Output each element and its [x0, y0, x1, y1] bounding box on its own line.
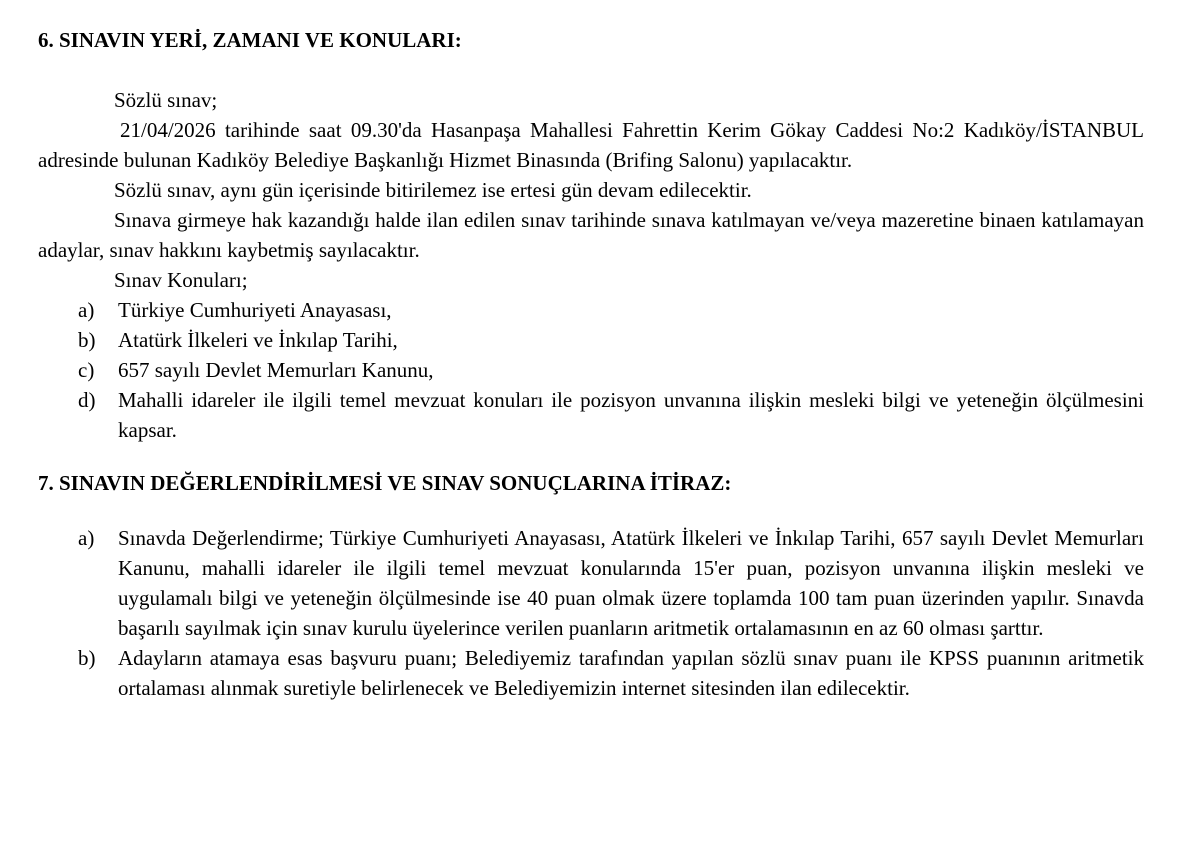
list-item-text: Adayların atamaya esas başvuru puanı; Belediyemiz tarafından yapılan sözlü sınav puanı ile KPSS puanının aritmetik ortalaması alınmak suretiyle belirlenecek ve Belediyemizin internet sitesinden ilan edilecektir. [118, 646, 1144, 700]
list-marker: a) [78, 526, 95, 550]
list-item [38, 523, 1144, 643]
list-marker: b) [78, 328, 96, 352]
exam-absence-paragraph: Sınava girmeye hak kazandığı halde ilan edilen sınav tarihinde sınava katılmayan ve/veya mazeretine binaen katılamayan adaylar, sınav hakkını kaybetmiş sayılacaktır. [38, 208, 1144, 262]
list-item-text: Sınavda Değerlendirme; Türkiye Cumhuriyeti Anayasası, Atatürk İlkeleri ve İnkılap Tarihi, 657 sayılı Devlet Memurları Kanunu, mahalli idareler ile ilgili temel mevzuat konularında 15'er puan, pozisyon unvanına ilişkin mesleki ve uygulamalı bilgi ve yeteneğin ölçülmesinde ise 40 puan olmak üzere toplamda 100 tam puan üzerinden yapılır. Sınavda başarılı sayılmak için sınav kurulu üyelerince verilen puanların aritmetik ortalamasının en az 60 olması şarttır. [118, 526, 1144, 640]
list-item [38, 355, 1144, 385]
list-marker: c) [78, 358, 95, 382]
exam-continuation-paragraph: Sözlü sınav, aynı gün içerisinde bitirilemez ise ertesi gün devam edilecektir. [114, 178, 752, 202]
list-item-text: Türkiye Cumhuriyeti Anayasası, [118, 298, 392, 322]
list-item [38, 295, 1144, 325]
list-marker: b) [78, 646, 96, 670]
document-page [38, 24, 1144, 703]
exam-location-paragraph: 21/04/2026 tarihinde saat 09.30'da Hasanpaşa Mahallesi Fahrettin Kerim Gökay Caddesi No:2 Kadıköy/İSTANBUL adresinde bulunan Kadıköy Belediye Başkanlığı Hizmet Binasında (Brifing Salonu) yapılacaktır. [38, 118, 1144, 172]
list-item [38, 385, 1144, 445]
list-marker: a) [78, 298, 95, 322]
exam-topics-label: Sınav Konuları; [114, 268, 248, 292]
exam-topics-list [38, 295, 1144, 445]
list-marker: d) [78, 388, 96, 412]
list-item [38, 325, 1144, 355]
list-item-text: Mahalli idareler ile ilgili temel mevzuat konuları ile pozisyon unvanına ilişkin mesleki bilgi ve yeteneğin ölçülmesini kapsar. [118, 388, 1144, 442]
section-6-heading: 6. SINAVIN YERİ, ZAMANI VE KONULARI: [38, 28, 462, 52]
oral-exam-label: Sözlü sınav; [114, 88, 218, 112]
list-item-text: 657 sayılı Devlet Memurları Kanunu, [118, 358, 434, 382]
list-item-text: Atatürk İlkeleri ve İnkılap Tarihi, [118, 328, 398, 352]
section-7-heading: 7. SINAVIN DEĞERLENDİRİLMESİ VE SINAV SONUÇLARINA İTİRAZ: [38, 471, 732, 495]
list-item [38, 643, 1144, 703]
evaluation-list [38, 523, 1144, 703]
